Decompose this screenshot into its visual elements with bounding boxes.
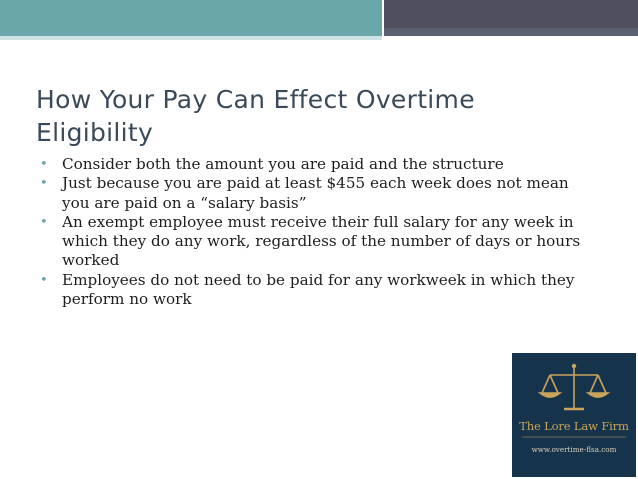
bullet-text: Employees do not need to be paid for any workweek in which they perform no work	[62, 270, 575, 309]
header-bar	[0, 0, 638, 36]
scales-of-justice-icon	[512, 353, 636, 477]
logo-website-url: www.overtime-flsa.com	[531, 445, 617, 454]
slide-title	[36, 83, 596, 149]
bullet-item	[40, 271, 600, 310]
law-firm-logo	[512, 353, 636, 477]
header-accent-stripe	[0, 36, 382, 40]
bullet-text: Consider both the amount you are paid and the structure	[62, 155, 504, 173]
bullet-icon: •	[40, 272, 48, 288]
bullet-list	[40, 155, 600, 309]
header-accent-bar	[0, 0, 382, 36]
logo-firm-name: The Lore Law Firm	[519, 419, 629, 433]
bullet-icon: •	[40, 176, 48, 192]
bullet-item	[40, 155, 600, 174]
slide-title-line-1: How Your Pay Can Effect Overtime	[36, 85, 475, 114]
bullet-item	[40, 174, 600, 213]
slide-title-line-2: Eligibility	[36, 118, 154, 147]
bullet-icon: •	[40, 214, 48, 230]
bullet-icon: •	[40, 157, 48, 172]
bullet-item	[40, 213, 600, 271]
bullet-text: An exempt employee must receive their full salary for any week in which they do any work, regardless of the number of days or hours worked	[62, 212, 581, 270]
header-dark-bar	[384, 0, 638, 36]
bullet-text: Just because you are paid at least $455 each week does not mean you are paid on a “salary basis”	[62, 174, 569, 212]
